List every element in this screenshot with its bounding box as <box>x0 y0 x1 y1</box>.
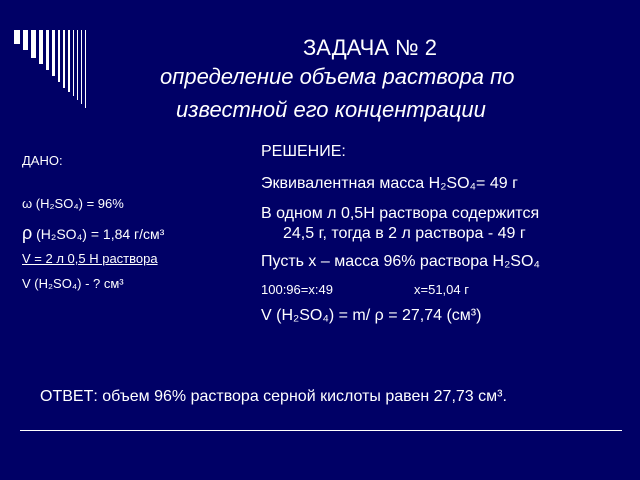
given-volume: V = 2 л 0,5 Н раствора <box>22 251 158 266</box>
answer-text: ОТВЕТ: объем 96% раствора серной кислоты равен 27,73 см³. <box>40 388 507 405</box>
given-heading: ДАНО: <box>22 153 63 168</box>
solution-line2b: 24,5 г, тогда в 2 л раствора - 49 г <box>283 225 526 242</box>
solution-line4-left: 100:96=х:49 <box>261 282 333 297</box>
solution-line4-right: х=51,04 г <box>414 282 469 297</box>
slide-subtitle-line1: определение объема раствора по <box>160 64 515 89</box>
slide-subtitle-line2: известной его концентрации <box>176 97 486 122</box>
slide-title: ЗАДАЧА № 2 <box>303 35 437 60</box>
given-find: V (H₂SO₄) - ? см³ <box>22 276 124 291</box>
solution-heading: РЕШЕНИЕ: <box>261 143 346 160</box>
given-rho-text: (H₂SO₄) = 1,84 г/см³ <box>36 226 165 242</box>
solution-line5: V (H₂SO₄) = m/ ρ = 27,74 (см³) <box>261 307 482 324</box>
rho-symbol: ρ <box>22 223 33 243</box>
solution-line1: Эквивалентная масса H₂SO₄= 49 г <box>261 175 518 192</box>
solution-line3: Пусть х – масса 96% раствора H₂SO₄ <box>261 253 540 270</box>
bottom-divider <box>20 430 622 431</box>
given-rho <box>22 224 164 242</box>
given-omega-text: (H₂SO₄) = 96% <box>35 196 124 211</box>
given-omega <box>22 197 124 210</box>
solution-line2a: В одном л 0,5Н раствора содержится <box>261 205 540 222</box>
omega-symbol: ω <box>22 196 33 211</box>
